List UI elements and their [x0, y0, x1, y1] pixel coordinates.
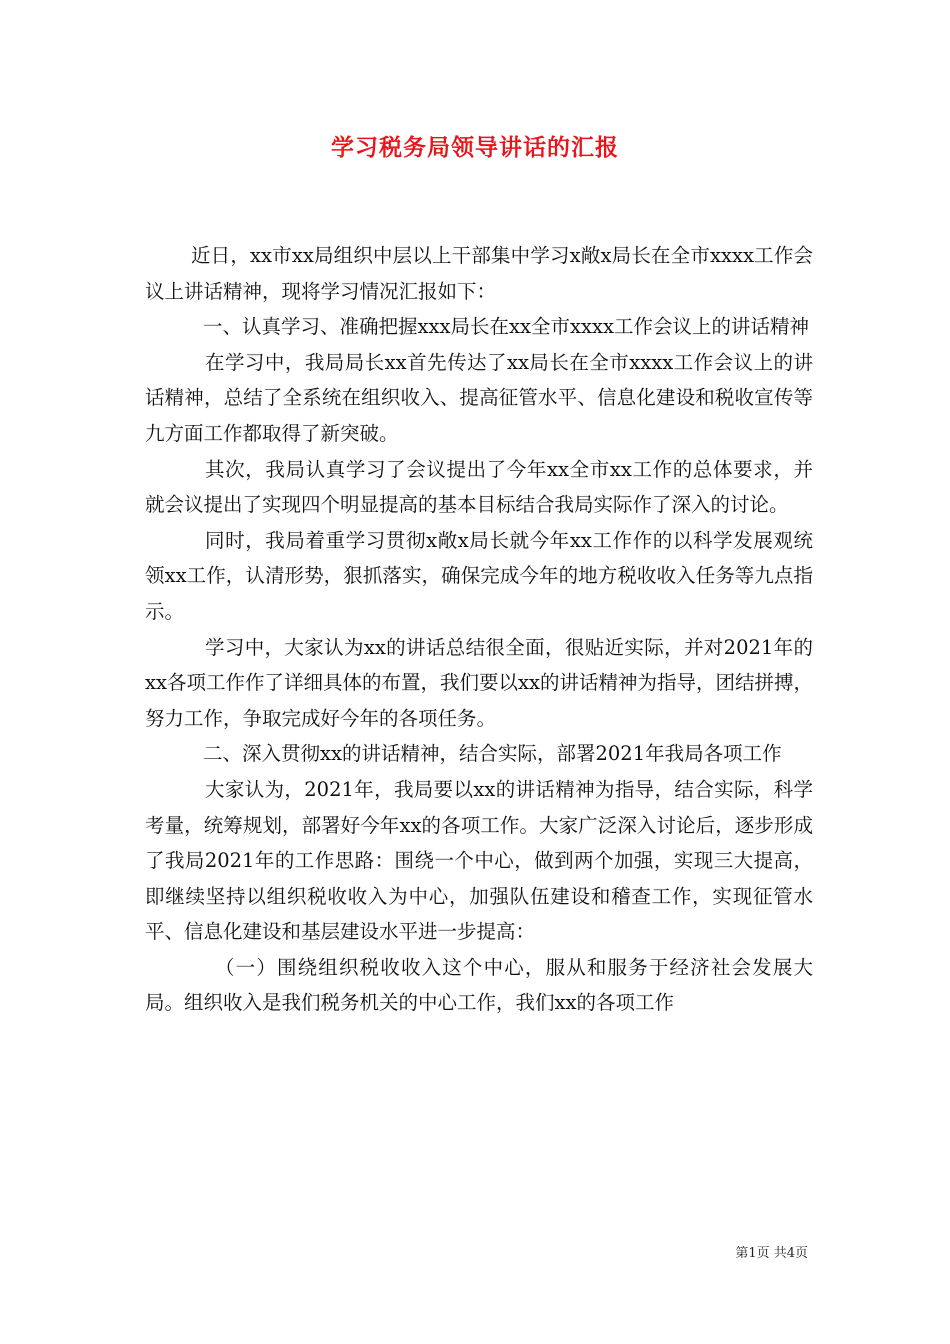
- page-number: 第1页 共4页: [735, 1246, 808, 1261]
- paragraph: 大家认为，2021年，我局要以xx的讲话精神为指导，结合实际，科学考量，统筹规划，部署好今年xx的各项工作。大家广泛深入讨论后，逐步形成了我局2021年的工作思路：围绕一个中心，做到两个加强，实现三大提高，即继续坚持以组织税收收入为中心，加强队伍建设和稽查工作，实现征管水平、信息化建设和基层建设水平进一步提高：: [145, 777, 813, 944]
- section-heading-1: 一、认真学习、准确把握xxx局长在xx全市xxxx工作会议上的讲话精神: [203, 315, 809, 339]
- paragraph: 在学习中，我局局长xx首先传达了xx局长在全市xxxx工作会议上的讲话精神，总结了全系统在组织收入、提高征管水平、信息化建设和税收宣传等九方面工作都取得了新突破。: [145, 350, 813, 445]
- paragraph: 同时，我局着重学习贯彻x敞x局长就今年xx工作作的以科学发展观统领xx工作，认清形势，狠抓落实，确保完成今年的地方税收收入任务等九点指示。: [145, 528, 813, 623]
- section-heading-2: 二、深入贯彻xx的讲话精神，结合实际，部署2021年我局各项工作: [203, 742, 782, 766]
- paragraph: 其次，我局认真学习了会议提出了今年xx全市xx工作的总体要求，并就会议提出了实现四个明显提高的基本目标结合我局实际作了深入的讨论。: [145, 457, 813, 517]
- paragraph-intro: 近日，xx市xx局组织中层以上干部集中学习x敞x局长在全市xxxx工作会议上讲话精神，现将学习情况汇报如下：: [145, 244, 813, 303]
- document-title: 学习税务局领导讲话的汇报: [331, 134, 619, 161]
- document-body: [145, 238, 813, 1021]
- sub-section-paragraph: （一）围绕组织税收收入这个中心，服从和服务于经济社会发展大局。组织收入是我们税务机关的中心工作，我们xx的各项工作: [145, 955, 813, 1015]
- paragraph: 学习中，大家认为xx的讲话总结很全面，很贴近实际，并对2021年的xx各项工作作了详细具体的布置，我们要以xx的讲话精神为指导，团结拼搏，努力工作，争取完成好今年的各项任务。: [145, 635, 813, 730]
